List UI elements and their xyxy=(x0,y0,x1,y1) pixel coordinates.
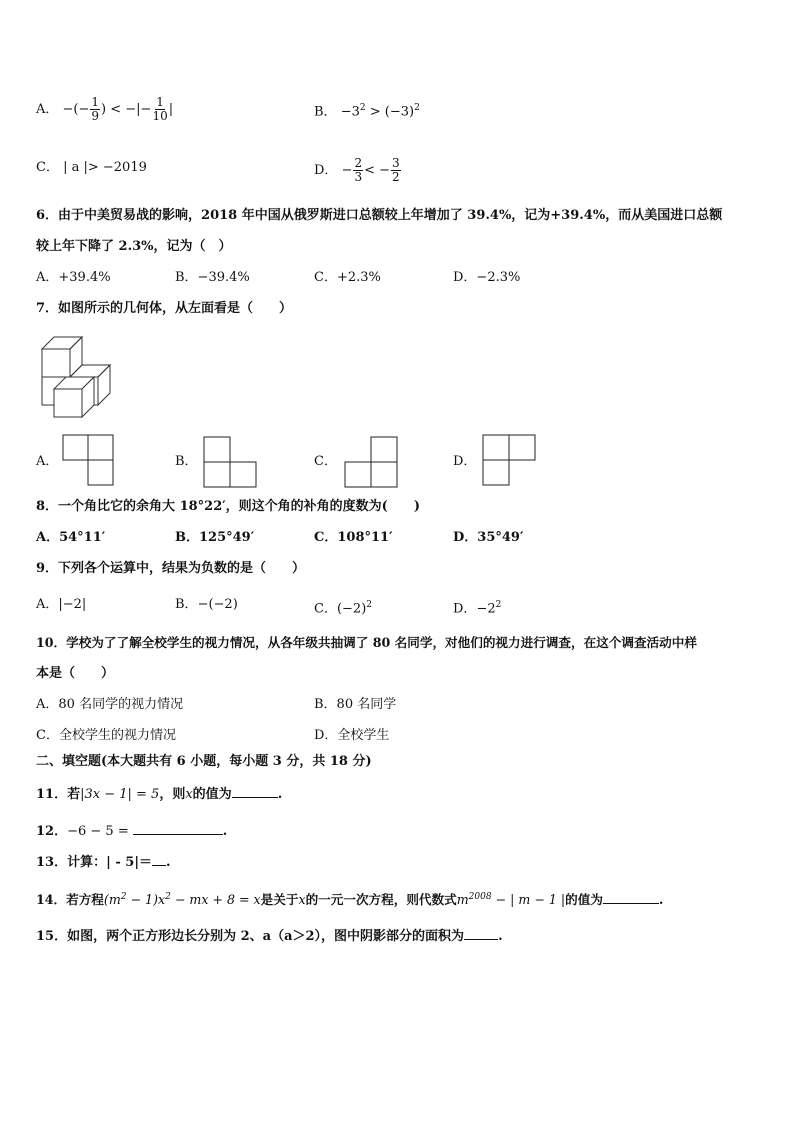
q8-option-d[interactable]: D．35°49′ xyxy=(453,530,524,545)
q7-option-b-figure xyxy=(203,436,257,488)
answer-blank[interactable] xyxy=(464,925,498,940)
fraction: $\frac{1}{9}$ xyxy=(91,95,100,123)
q10-option-a[interactable]: A．80 名同学的视力情况 xyxy=(36,697,184,712)
q7-solid-figure xyxy=(38,333,118,423)
q7-option-b[interactable] xyxy=(175,452,198,472)
q5-option-d[interactable]: D． − $\frac{2}{3}$ < − $\frac{3}{2}$ xyxy=(314,156,400,184)
q7-option-a-figure xyxy=(62,434,114,486)
option-label: B． xyxy=(175,454,198,469)
q6-option-b[interactable]: B．−39.4% xyxy=(175,270,250,285)
fraction: $\frac{3}{2}$ xyxy=(392,156,400,184)
q5-option-c[interactable]: C． | a |> −2019 xyxy=(36,160,147,175)
fraction: $\frac{1}{10}$ xyxy=(152,95,168,123)
q8-option-b[interactable]: B．125°49′ xyxy=(175,530,255,545)
q6-stem-line1: 6．由于中美贸易战的影响，2018 年中国从俄罗斯进口总额较上年增加了 39.4%，记为+39.4%，而从美国进口总额 xyxy=(36,208,723,223)
option-label: C． xyxy=(314,601,337,617)
q11-stem: 11．若|3x − 1| = 5，则x的值为 . xyxy=(36,783,282,805)
q12-stem: 12．−6 − 5 = . xyxy=(36,820,227,842)
q7-option-c[interactable] xyxy=(314,452,337,472)
q8-option-c[interactable]: C．108°11′ xyxy=(314,530,393,545)
q6-option-a[interactable]: A．+39.4% xyxy=(36,270,111,285)
q5-option-a[interactable]: A． −(− $\frac{1}{9}$ ) < −|− $\frac{1}{10}$ | xyxy=(36,95,174,123)
answer-blank[interactable] xyxy=(603,889,659,904)
option-label: D． xyxy=(453,454,477,469)
answer-blank[interactable] xyxy=(232,783,278,798)
q10-option-d[interactable]: D．全校学生 xyxy=(314,728,390,743)
q8-stem: 8．一个角比它的余角大 18°22′，则这个角的补角的度数为( ) xyxy=(36,499,420,514)
q9-stem: 9．下列各个运算中，结果为负数的是（ ） xyxy=(36,561,306,576)
q7-option-d-figure xyxy=(482,434,536,486)
answer-blank[interactable] xyxy=(133,820,223,835)
option-label: D． xyxy=(314,163,338,178)
q10-stem-line2: 本是（ ） xyxy=(36,666,115,681)
fraction: $\frac{2}{3}$ xyxy=(354,156,363,184)
q13-stem: 13．计算：| - 5|＝ . xyxy=(36,851,171,873)
q10-stem-line1: 10．学校为了了解全校学生的视力情况，从各年级共抽调了 80 名同学，对他们的视力进行调查，在这个调查活动中样 xyxy=(36,635,697,650)
option-label: C． xyxy=(36,160,59,175)
option-label: A． xyxy=(36,102,59,117)
q7-stem: 7．如图所示的几何体，从左面看是（ ） xyxy=(36,301,293,316)
q15-stem: 15．如图，两个正方形边长分别为 2、a（a＞2），图中阴影部分的面积为 . xyxy=(36,925,503,947)
q7-option-a[interactable] xyxy=(36,452,58,472)
q10-option-c[interactable]: C．全校学生的视力情况 xyxy=(36,728,176,743)
option-label: A． xyxy=(36,597,59,612)
option-label: C． xyxy=(314,454,337,469)
option-label: D． xyxy=(453,601,477,617)
option-label: B． xyxy=(175,597,198,612)
q7-option-d[interactable] xyxy=(453,452,476,472)
section-heading: 二、填空题(本大题共有 6 小题，每小题 3 分，共 18 分) xyxy=(36,754,372,769)
q9-option-a[interactable]: A．|−2| xyxy=(36,597,87,612)
q9-option-d[interactable]: D．$-2^2$ xyxy=(453,600,502,617)
option-label: B． xyxy=(314,104,337,120)
answer-blank[interactable] xyxy=(152,851,166,866)
q9-option-b[interactable]: B．−(−2) xyxy=(175,597,238,612)
q6-stem-line2: 较上年下降了 2.3%，记为（ ） xyxy=(36,239,232,254)
q7-option-c-figure xyxy=(344,436,398,488)
q10-option-b[interactable]: B．80 名同学 xyxy=(314,697,397,712)
q8-option-a[interactable]: A．54°11′ xyxy=(36,530,106,545)
q6-option-c[interactable]: C．+2.3% xyxy=(314,270,381,285)
q9-option-c[interactable]: C．$(-2)^2$ xyxy=(314,600,372,617)
q14-stem: 14．若方程$(m^2 - 1)x^2$ − mx + 8 = x是关于x的一元一次方程，则代数式$m^{2008}$ − | m − 1 |的值为 . xyxy=(36,887,663,910)
q5-option-b[interactable]: B． $-3^2 > (-3)^2$ xyxy=(314,103,420,120)
q6-option-d[interactable]: D．−2.3% xyxy=(453,270,521,285)
option-label: A． xyxy=(36,454,59,469)
